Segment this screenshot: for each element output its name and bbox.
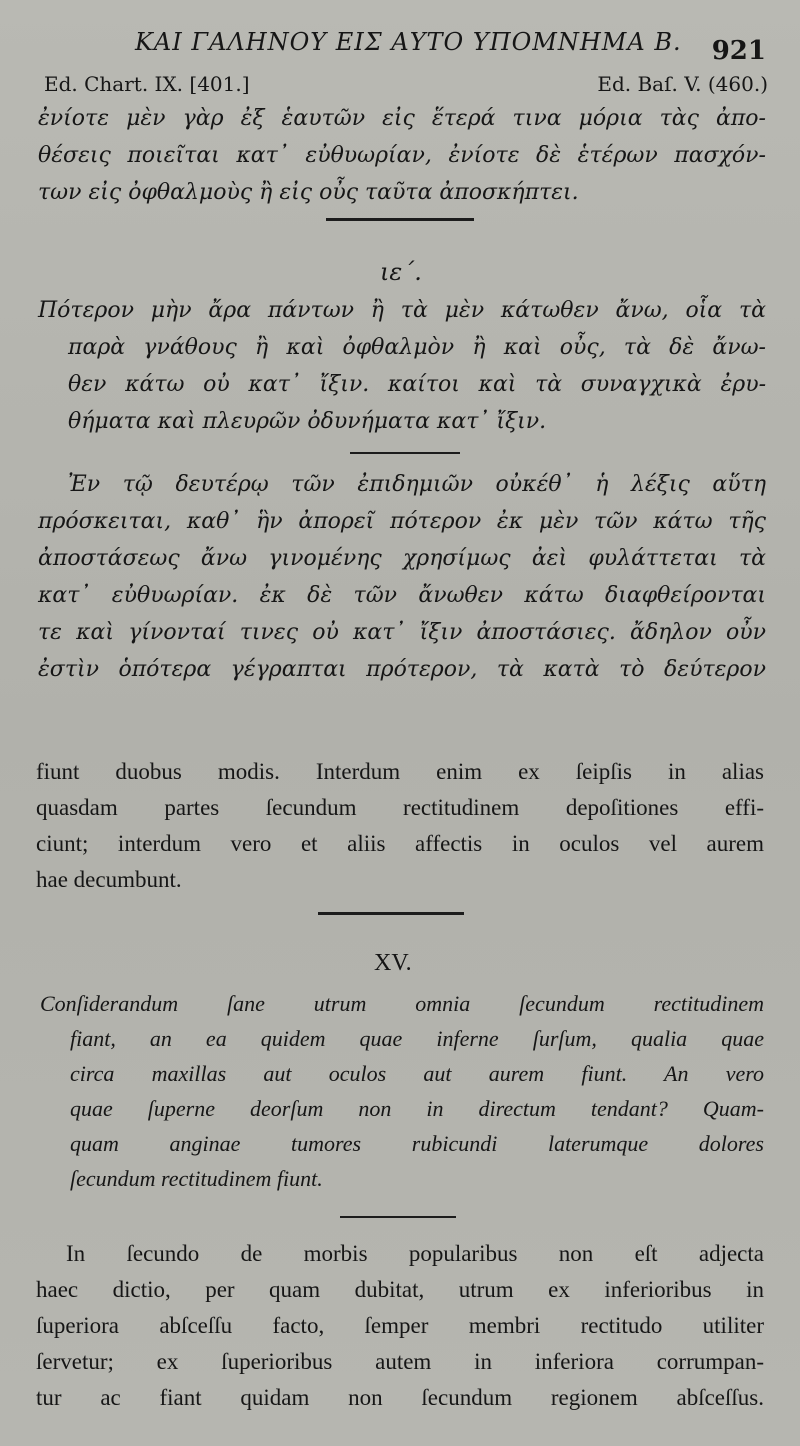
latin-aphorism-text [40,986,764,1196]
text-line: quam anginae tumores rubicundi laterumque dolores [70,1131,764,1156]
text-line: ſuperiora abſceſſu facto, ſemper membri rectitudo utiliter [36,1313,764,1338]
text-line: ἐνίοτε μὲν γὰρ ἐξ ἑαυτῶν εἰς ἕτερά τινα μόρια τὰς ἀπο- [38,106,766,131]
text-line: πρόσκειται, καθ᾽ ἣν ἀπορεῖ πότερον ἐκ μὲν τῶν κάτω τῆς [38,509,766,534]
text-line: quae ſuperne deorſum non in directum tendant? Quam- [70,1096,764,1121]
text-line: Conſiderandum ſane utrum omnia ſecundum rectitudinem [40,991,764,1016]
text-line: ſecundum rectitudinem fiunt. [70,1166,323,1191]
text-line: Πότερον μὴν ἄρα πάντων ἢ τὰ μὲν κάτωθεν ἄνω, οἷα τὰ [38,298,766,323]
running-head: ΚΑΙ ΓΑΛΗΝΟΥ ΕΙΣ ΑΥΤΟ ΥΠΟΜΝΗΜΑ Β. [135,28,682,56]
section-divider [318,912,464,915]
text-line: παρὰ γνάθους ἢ καὶ ὀφθαλμὸν ἢ καὶ οὖς, τὰ δὲ ἄνω- [68,335,766,360]
text-line: ciunt; interdum vero et aliis affectis in oculos vel aurem [36,831,764,856]
section-divider [326,218,474,221]
text-line: θήματα καὶ πλευρῶν ὀδυνήματα κατ᾽ ἴξιν. [68,409,547,434]
text-line: hae decumbunt. [36,867,182,892]
text-line: κατ᾽ εὐθυωρίαν. ἐκ δὲ τῶν ἄνωθεν κάτω διαφθείρονται [38,583,766,608]
latin-intro-paragraph [36,754,764,898]
greek-aphorism-text [38,292,766,440]
text-line: Ἐν τῷ δευτέρῳ τῶν ἐπιδημιῶν οὐκέθ᾽ ἡ λέξις αὕτη [68,472,766,497]
text-line: haec dictio, per quam dubitat, utrum ex inferioribus in [36,1277,764,1302]
text-line: fiunt duobus modis. Interdum enim ex ſeipſis in alias [36,759,764,784]
text-line: ſervetur; ex ſuperioribus autem in inferiora corrumpan- [36,1349,764,1374]
text-line: ἐστὶν ὁπότερα γέγραπται πρότερον, τὰ κατὰ τὸ δεύτερον [38,657,766,682]
text-line: τε καὶ γίνονταί τινες οὐ κατ᾽ ἴξιν ἀποστάσιες. ἄδηλον οὖν [38,620,766,645]
section-divider [350,452,460,454]
section-divider [340,1216,456,1218]
latin-commentary-paragraph [36,1236,764,1416]
text-line: θεν κάτω οὐ κατ᾽ ἴξιν. καίτοι καὶ τὰ συναγχικὰ ἐρυ- [68,372,766,397]
page-number: 921 [711,36,766,66]
latin-section-heading: XV. [374,950,412,976]
text-line: quasdam partes ſecundum rectitudinem depoſitiones effi- [36,795,764,820]
greek-commentary-paragraph [38,466,766,688]
greek-intro-paragraph [38,100,766,211]
text-line: tur ac fiant quidam non ſecundum regionem abſceſſus. [36,1385,764,1410]
edition-reference-left: Ed. Chart. IX. [401.] [44,72,250,96]
text-line: θέσεις ποιεῖται κατ᾽ εὐθυωρίαν, ἐνίοτε δὲ ἑτέρων πασχόν- [38,143,766,168]
text-line: In ſecundo de morbis popularibus non eſt adjecta [66,1241,764,1266]
text-line: των εἰς ὀφθαλμοὺς ἢ εἰς οὖς ταῦτα ἀποσκήπτει. [38,180,579,205]
text-line: fiant, an ea quidem quae inferne ſurſum, qualia quae [70,1026,764,1051]
edition-reference-right: Ed. Baſ. V. (460.) [597,72,768,96]
text-line: ἀποστάσεως ἄνω γινομένης χρησίμως ἀεὶ φυλάττεται τὰ [38,546,766,571]
text-line: circa maxillas aut oculos aut aurem fiunt. An vero [70,1061,764,1086]
greek-section-heading: ιε΄. [380,258,422,286]
